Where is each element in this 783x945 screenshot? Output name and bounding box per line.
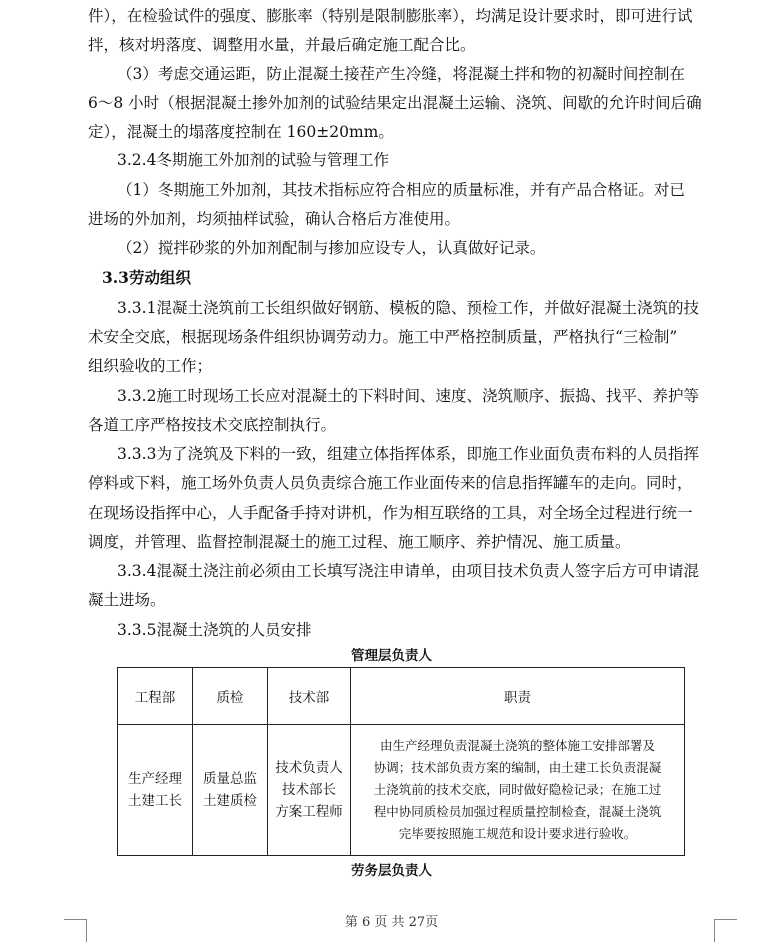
cell-line: 方案工程师 xyxy=(275,804,343,820)
header-cell: 工程部 xyxy=(118,668,193,725)
paragraph-line: 6～8 小时（根据混凝土掺外加剂的试验结果定出混凝土运输、浇筑、间歇的允许时间后确 xyxy=(88,94,702,112)
cell-line: 完毕要按照施工规范和设计要求进行验收。 xyxy=(398,826,637,841)
paragraph-line: （1）冬期施工外加剂，其技术指标应符合相应的质量标准，并有产品合格证。对已 xyxy=(117,181,685,199)
paragraph-line: 组织验收的工作； xyxy=(88,357,213,375)
paragraph-line: 3.3.2施工时现场工长应对混凝土的下料时间、速度、浇筑顺序、振捣、找平、养护等 xyxy=(117,387,699,405)
paragraph-line: 进场的外加剂，均须抽样试验，确认合格后方准使用。 xyxy=(88,210,461,228)
paragraph-line: 3.3.4混凝土浇注前必须由工长填写浇注申请单，由项目技术负责人签字后方可申请混 xyxy=(117,562,699,580)
table-caption: 劳务层负责人 xyxy=(351,863,432,879)
paragraph-line: 凝土进场。 xyxy=(88,591,166,609)
paragraph-line: 定），混凝土的塌落度控制在 160±20mm。 xyxy=(88,123,394,141)
cell-line: 技术部长 xyxy=(282,782,336,798)
cell-line: 土浇筑前的技术交底，同时做好隐检记录；在施工过 xyxy=(373,782,662,797)
cell-quality xyxy=(193,725,268,856)
paragraph-line: 3.3.1混凝土浇筑前工长组织做好钢筋、模板的隐、预检工作，并做好混凝土浇筑的技 xyxy=(117,299,699,317)
cell-line: 生产经理 xyxy=(128,771,182,787)
header-cell: 技术部 xyxy=(268,668,351,725)
staff-table xyxy=(117,667,685,856)
paragraph-line: 停料或下料，施工场外负责人员负责综合施工作业面传来的信息指挥罐车的走向。同时， xyxy=(88,474,693,492)
cell-tech xyxy=(268,725,351,856)
cell-line: 技术负责人 xyxy=(275,760,343,776)
section-heading: 3.3劳动组织 xyxy=(102,268,191,287)
subsection-heading: 3.2.4冬期施工外加剂的试验与管理工作 xyxy=(117,151,389,169)
paragraph-line: （2）搅拌砂浆的外加剂配制与掺加应设专人，认真做好记录。 xyxy=(117,239,546,257)
table-row xyxy=(118,725,685,856)
paragraph-line: 拌，核对坍落度、调整用水量，并最后确定施工配合比。 xyxy=(88,36,476,54)
paragraph-line: 各道工序严格按技术交底控制执行。 xyxy=(88,416,337,434)
paragraph-line: 术安全交底，根据现场条件组织协调劳动力。施工中严格控制质量，严格执行“三检制” xyxy=(88,328,678,346)
cell-department xyxy=(118,725,193,856)
cell-line: 程中协同质检员加强过程质量控制检查，混凝土浇筑 xyxy=(373,804,662,819)
paragraph-line: （3）考虑交通运距，防止混凝土接茬产生冷缝，将混凝土拌和物的初凝时间控制在 xyxy=(117,65,685,83)
paragraph-line: 调度，并管理、监督控制混凝土的施工过程、施工顺序、养护情况、施工质量。 xyxy=(88,533,631,551)
cell-line: 土建工长 xyxy=(128,793,182,809)
page-footer: 第 6 页 共 27页 xyxy=(344,915,439,930)
cell-line: 土建质检 xyxy=(203,793,257,809)
subsection-heading: 3.3.5混凝土浇筑的人员安排 xyxy=(117,621,312,639)
header-cell: 质检 xyxy=(193,668,268,725)
cell-duty xyxy=(351,725,685,856)
cell-line: 由生产经理负责混凝土浇筑的整体施工安排部署及 xyxy=(379,738,655,753)
cell-line: 质量总监 xyxy=(203,771,257,787)
paragraph-line: 在现场设指挥中心，人手配备手持对讲机，作为相互联络的工具，对全场全过程进行统一 xyxy=(88,504,693,522)
paragraph-line: 件），在检验试件的强度、膨胀率（特别是限制膨胀率），均满足设计要求时，即可进行试 xyxy=(88,7,693,25)
header-cell: 职责 xyxy=(351,668,685,725)
table-caption: 管理层负责人 xyxy=(351,648,432,664)
table-header-row xyxy=(118,668,685,725)
paragraph-line: 3.3.3为了浇筑及下料的一致，组建立体指挥体系，即施工作业面负责布料的人员指挥 xyxy=(117,445,699,463)
cell-line: 协调；技术部负责方案的编制，由土建工长负责混凝 xyxy=(373,760,662,775)
